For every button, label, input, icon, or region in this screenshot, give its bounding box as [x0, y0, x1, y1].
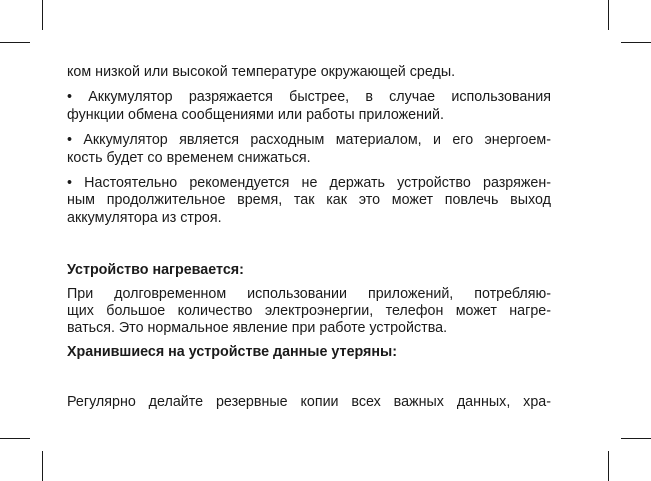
text-line: • Аккумулятор является расходным материалом, и его энергоем- [67, 132, 551, 149]
heading-data-lost: Хранившиеся на устройстве данные утеряны: [67, 343, 398, 360]
crop-mark-bottom-right-h [621, 438, 651, 439]
text-line: ным продолжительное время, так как это может повлечь выход [67, 192, 551, 209]
text-line: ваться. Это нормальное явление при работе устройства. [67, 320, 448, 337]
crop-mark-top-right-h [621, 42, 651, 43]
paragraph-battery-consumable [67, 132, 551, 167]
text-line: кость будет со временем снижаться. [67, 149, 311, 166]
heading-device-heats: Устройство нагревается: [67, 262, 244, 279]
document-body [67, 64, 551, 418]
text-line: Регулярно делайте резервные копии всех важных данных, хра- [67, 394, 551, 411]
paragraph-battery-discharged [67, 175, 551, 227]
text-line: аккумулятора из строя. [67, 209, 222, 226]
crop-mark-top-left-h [0, 42, 30, 43]
text-line: функции обмена сообщениями или работы приложений. [67, 106, 444, 123]
text-line: • Аккумулятор разряжается быстрее, в случае использования [67, 89, 551, 106]
text-line: • Настоятельно рекомендуется не держать устройство разряжен- [67, 175, 551, 192]
crop-mark-bottom-left [42, 451, 43, 481]
crop-mark-top-left [42, 0, 43, 30]
crop-mark-bottom-right [608, 451, 609, 481]
crop-mark-top-right [608, 0, 609, 30]
paragraph-data-lost [67, 394, 551, 411]
text-line: ком низкой или высокой температуре окружающей среды. [67, 64, 456, 80]
crop-mark-bottom-left-h [0, 438, 30, 439]
paragraph-temperature [67, 64, 551, 81]
text-line: щих большое количество электроэнергии, телефон может нагре- [67, 303, 551, 320]
paragraph-battery-drain [67, 89, 551, 124]
paragraph-device-heats [67, 286, 551, 338]
text-line: При долговременном использовании приложений, потребляю- [67, 285, 551, 302]
